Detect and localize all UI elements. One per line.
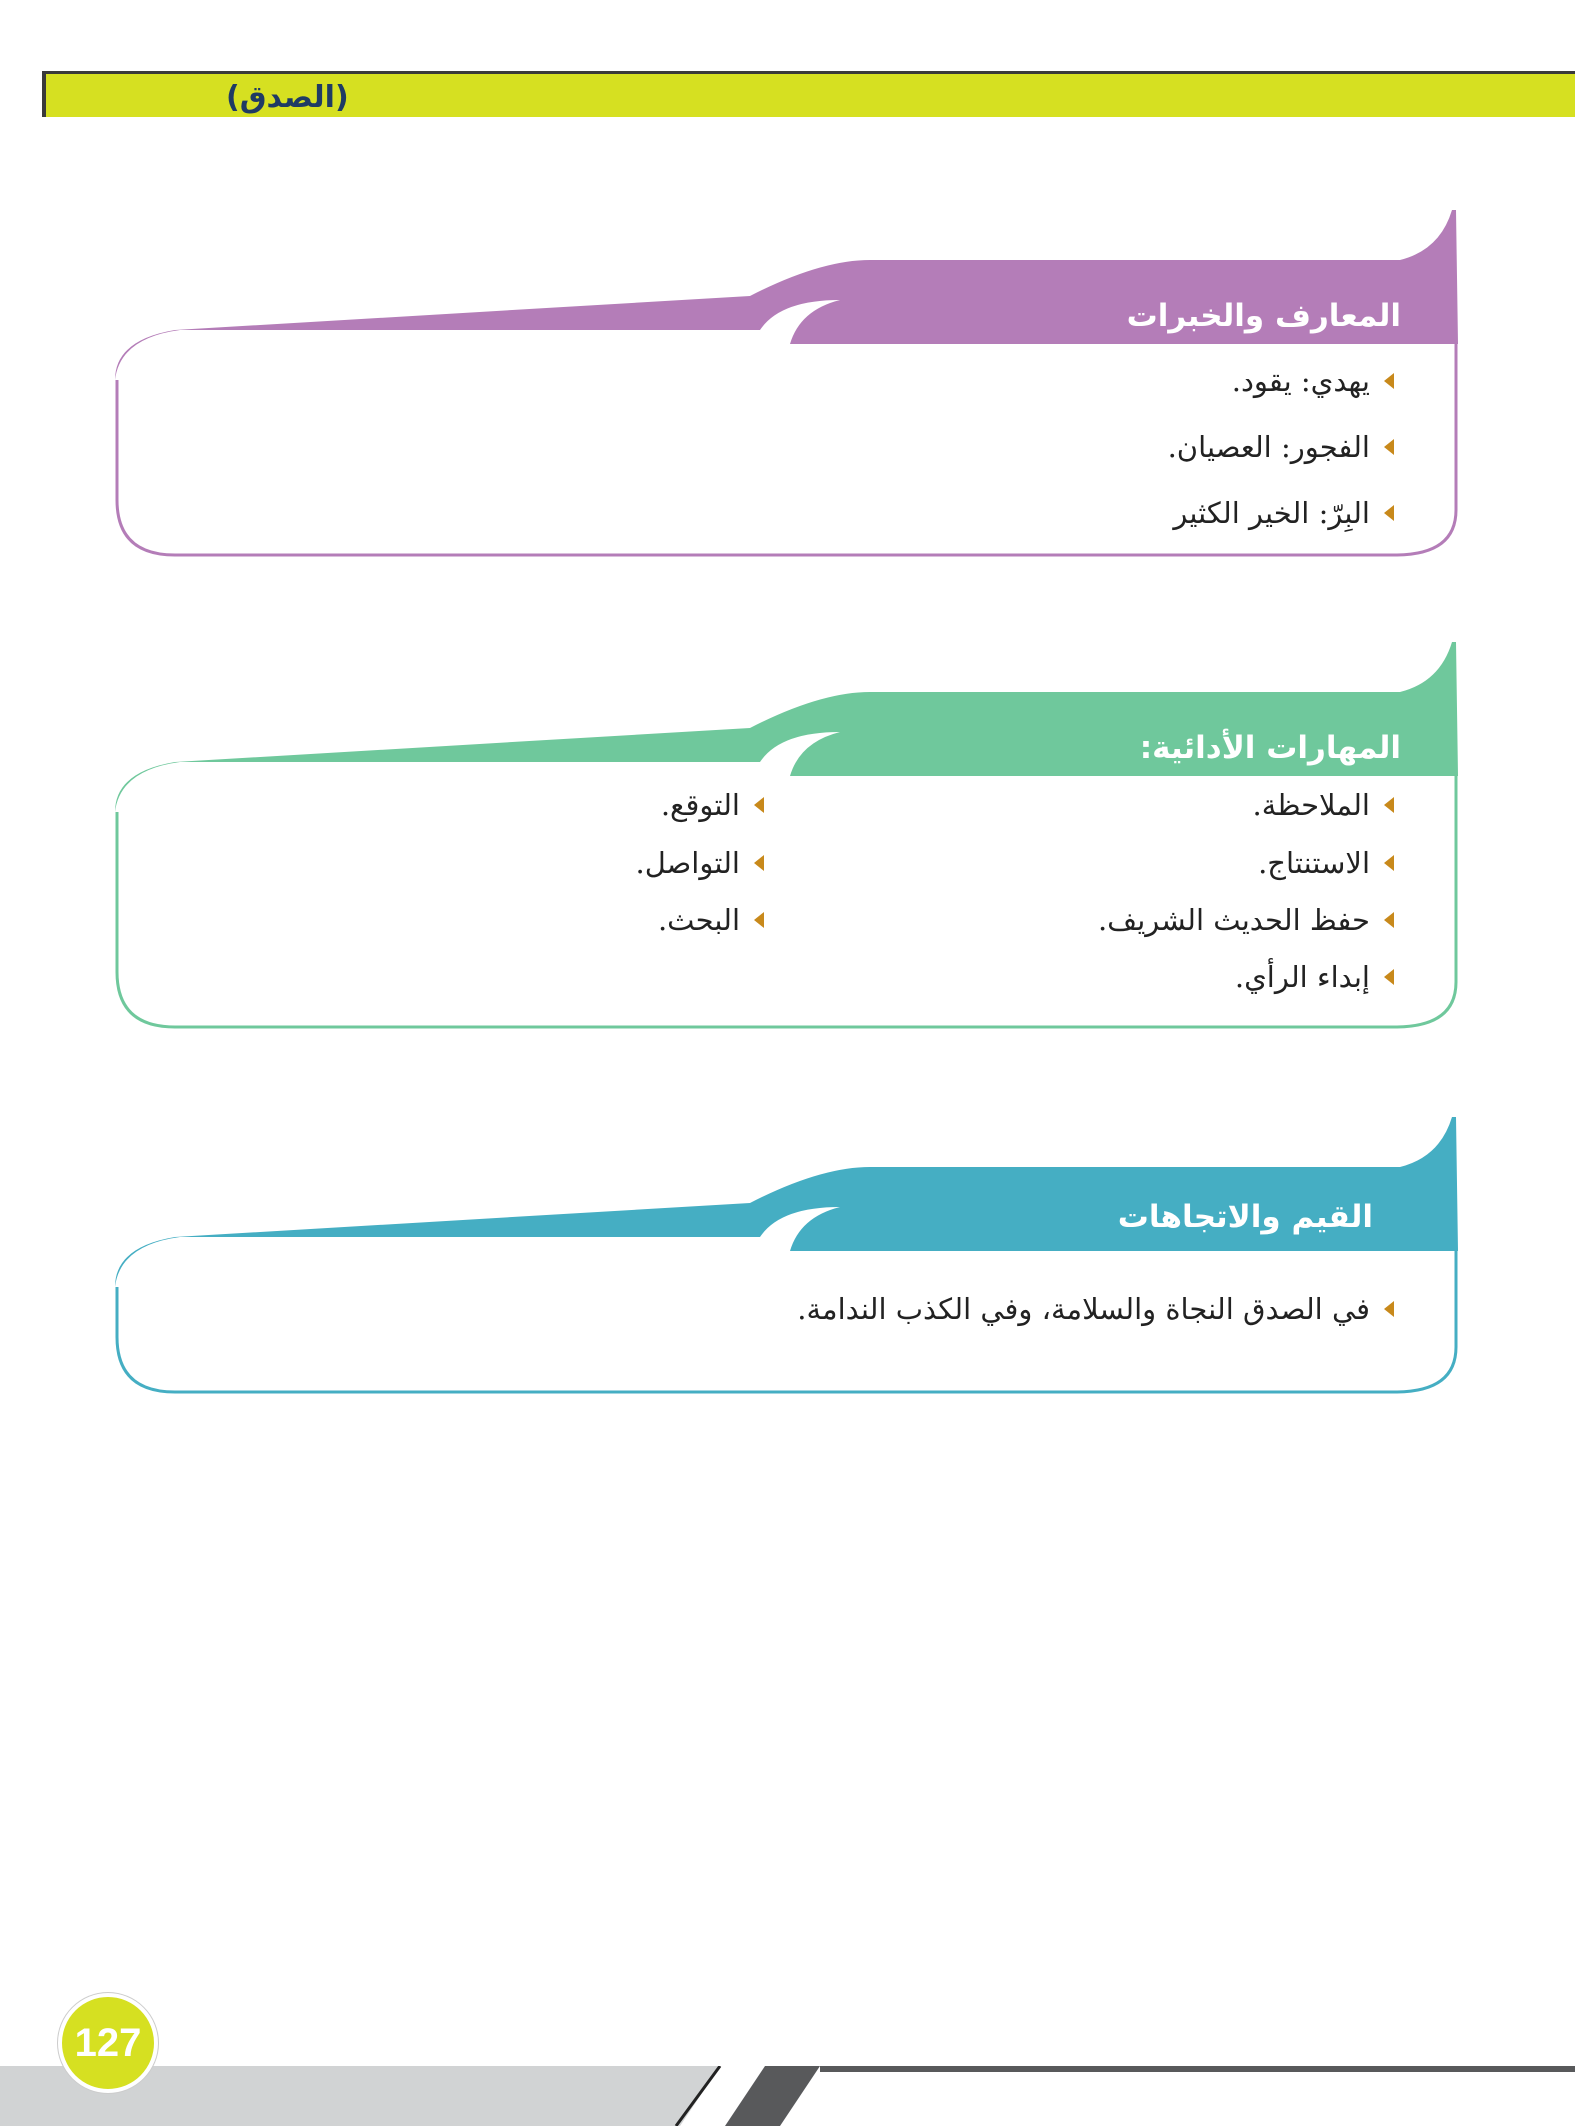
item-text: التوقع. [660, 788, 740, 822]
bullet-icon [1384, 1301, 1394, 1317]
bullet-icon [754, 797, 764, 813]
skill-item [1253, 788, 1394, 822]
item-text: حفظ الحديث الشريف. [1097, 903, 1370, 937]
skill-item [1098, 903, 1394, 937]
lesson-header-bar [42, 71, 1575, 117]
item-text: البِرّ: الخير الكثير [1173, 496, 1370, 530]
item-text: إبداء الرأي. [1234, 960, 1370, 994]
value-item [797, 1292, 1394, 1326]
bullet-icon [1384, 855, 1394, 871]
footer-strip [0, 2066, 1575, 2126]
bullet-icon [1384, 969, 1394, 985]
section-title-skills: المهارات الأدائية: [1139, 730, 1401, 766]
values-section [0, 1117, 1575, 1407]
skill-item [1235, 960, 1394, 994]
bullet-icon [1384, 373, 1394, 389]
item-text: الفجور: العصيان. [1167, 430, 1370, 464]
bullet-icon [754, 855, 764, 871]
knowledge-item [1173, 496, 1394, 530]
item-text: الملاحظة. [1252, 788, 1370, 822]
lesson-title: (الصدق) [226, 80, 349, 115]
item-text: الاستنتاج. [1258, 846, 1370, 880]
values-frame [0, 1117, 1575, 1407]
item-text: البحث. [657, 903, 740, 937]
bullet-icon [1384, 912, 1394, 928]
bullet-icon [1384, 505, 1394, 521]
skill-item [636, 846, 765, 880]
section-title-knowledge: المعارف والخبرات [1126, 298, 1401, 334]
skills-section [0, 642, 1575, 1042]
bullet-icon [1384, 439, 1394, 455]
skill-item [661, 788, 764, 822]
item-text: التواصل. [635, 846, 740, 880]
skill-item [1258, 846, 1394, 880]
bullet-icon [1384, 797, 1394, 813]
bullet-icon [754, 912, 764, 928]
knowledge-item [1232, 364, 1394, 398]
skill-item [658, 903, 764, 937]
knowledge-item [1168, 430, 1394, 464]
knowledge-section [0, 210, 1575, 570]
item-text: في الصدق النجاة والسلامة، وفي الكذب الندامة. [797, 1292, 1370, 1326]
item-text: يهدي: يقود. [1231, 364, 1370, 398]
section-title-values: القيم والاتجاهات [1117, 1199, 1373, 1235]
page-number: 127 [58, 1993, 158, 2093]
